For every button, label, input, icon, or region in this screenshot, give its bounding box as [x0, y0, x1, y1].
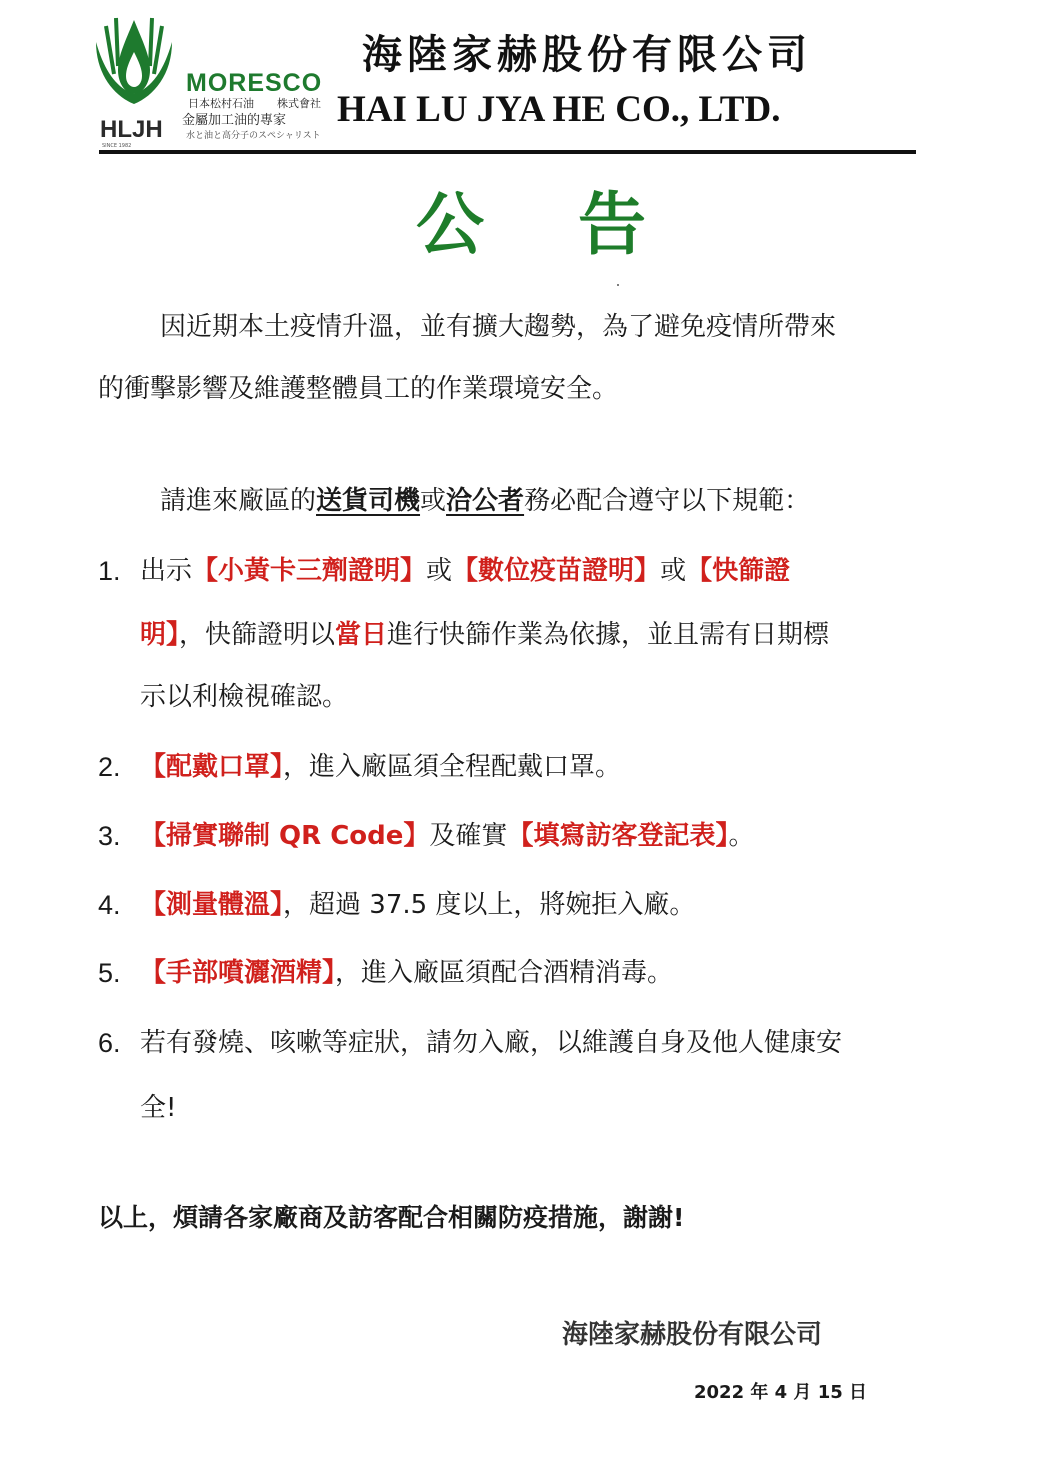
rule-1-line-2 [140, 617, 829, 653]
rule-1-highlight-digital-cert: 【數位疫苗證明】 [452, 556, 661, 586]
rule-4-number: 4. [98, 890, 121, 920]
rule-3-text: 及確實 [429, 821, 508, 851]
rule-1-highlight-rapid-test-end: 明】 [140, 620, 180, 650]
rule-5-text: ，進入廠區須配合酒精消毒。 [335, 958, 674, 988]
rule-3-highlight-qr-code: 【掃實聯制 QR Code】 [140, 821, 430, 851]
stray-dot [617, 284, 619, 286]
rule-1-highlight-rapid-test: 【快篩證 [686, 556, 791, 586]
rule-5-line [140, 955, 673, 991]
rule-6-line-2: 全! [140, 1093, 177, 1123]
rule-2-text: ，進入廠區須全程配戴口罩。 [283, 752, 622, 782]
request-target-visitors: 洽公者 [446, 486, 525, 516]
rule-3-period: 。 [728, 821, 755, 851]
notice-title [416, 186, 647, 266]
rule-5-highlight-alcohol: 【手部噴灑酒精】 [140, 958, 336, 988]
rule-4-text: ，超過 37.5 度以上，將婉拒入廠。 [283, 890, 696, 920]
rule-3-highlight-visitor-form: 【填寫訪客登記表】 [507, 821, 729, 851]
rule-6-number: 6. [98, 1028, 121, 1058]
rule-1-or-2: 或 [660, 556, 687, 586]
request-prefix: 請進來廠區的 [160, 486, 317, 516]
rule-3-number: 3. [98, 821, 121, 851]
brand-tagline: 金屬加工油的專家 [182, 113, 287, 128]
closing-statement: 以上，煩請各家廠商及訪客配合相關防疫措施，謝謝! [98, 1203, 685, 1232]
rule-1-number: 1. [98, 556, 121, 586]
rule-5-number: 5. [98, 958, 121, 988]
logo-since: SINCE 1982 [102, 143, 132, 149]
request-line [160, 483, 810, 519]
title-char-1: 公 [416, 186, 485, 265]
rule-1-line-3: 示以利檢視確認。 [140, 682, 349, 712]
intro-line-1: 因近期本土疫情升溫，並有擴大趨勢，為了避免疫情所帶來 [160, 312, 837, 342]
title-char-2: 告 [578, 186, 647, 265]
rule-1-text: 出示 [140, 556, 193, 586]
logo-mark: HLJH [100, 116, 163, 143]
brand-jp-company: 日本松村石油 [188, 97, 254, 110]
rule-2-number: 2. [98, 752, 121, 782]
rule-2-highlight-mask: 【配戴口罩】 [140, 752, 284, 782]
rule-4-line [140, 887, 695, 923]
header-divider [99, 150, 916, 154]
company-name-en: HAI LU JYA HE CO., LTD. [337, 89, 781, 130]
rule-1-or-1: 或 [426, 556, 453, 586]
rule-1-highlight-booster-card: 【小黃卡三劑證明】 [192, 556, 427, 586]
company-name-zh: 海陸家赫股份有限公司 [362, 31, 812, 78]
rule-6-line-1: 若有發燒、咳嗽等症狀，請勿入廠，以維護自身及他人健康安 [140, 1028, 843, 1058]
brand-name: MORESCO [186, 69, 323, 97]
request-target-drivers: 送貨司機 [316, 486, 421, 516]
rule-3-line [140, 818, 754, 854]
request-suffix: 務必配合遵守以下規範： [524, 486, 811, 516]
rule-1-line-1 [140, 553, 790, 589]
rule-1-text-2: ，快篩證明以 [179, 620, 336, 650]
signature-company: 海陸家赫股份有限公司 [562, 1320, 823, 1350]
rule-1-highlight-same-day: 當日 [335, 620, 388, 650]
brand-subtitle: 水と油と高分子のスペシャリスト [186, 131, 321, 141]
intro-line-2: 的衝擊影響及維護整體員工的作業環境安全。 [98, 374, 619, 404]
notice-date: 2022 年 4 月 15 日 [694, 1382, 868, 1403]
rule-1-text-3: 進行快篩作業為依據，並且需有日期標 [387, 620, 830, 650]
rule-4-highlight-temperature: 【測量體溫】 [140, 890, 284, 920]
brand-jp-suffix: 株式會社 [277, 97, 321, 110]
rule-2-line [140, 749, 621, 785]
request-or: 或 [420, 486, 447, 516]
